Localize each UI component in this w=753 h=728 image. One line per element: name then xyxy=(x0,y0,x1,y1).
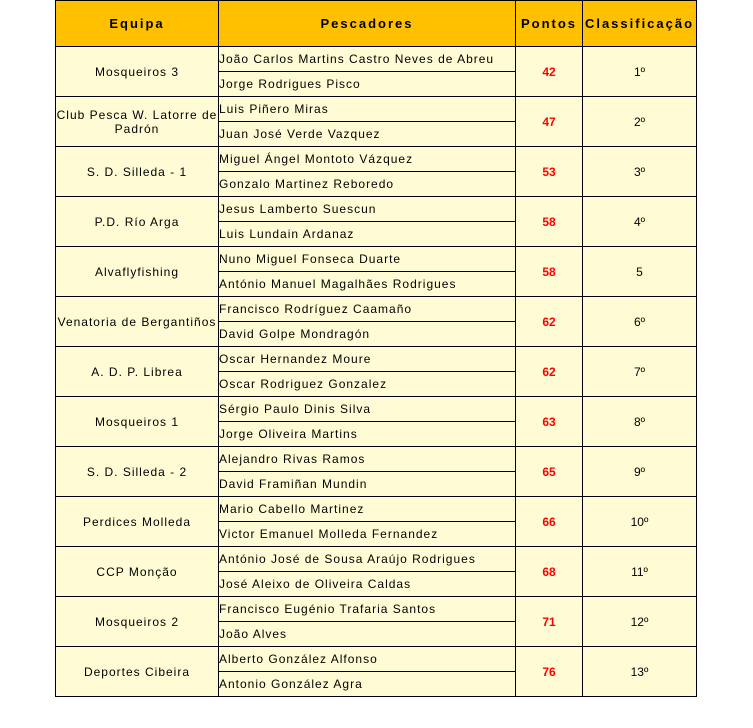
table-row xyxy=(56,297,697,322)
fisher-cell: Miguel Ángel Montoto Vázquez xyxy=(219,147,516,172)
rank-cell: 2º xyxy=(583,97,697,147)
points-cell: 62 xyxy=(516,297,583,347)
header-rank: Classificação xyxy=(583,1,697,47)
points-cell: 47 xyxy=(516,97,583,147)
team-cell: Mosqueiros 2 xyxy=(56,597,219,647)
header-team: Equipa xyxy=(56,1,219,47)
fisher-cell: Mario Cabello Martinez xyxy=(219,497,516,522)
team-cell: Club Pesca W. Latorre de Padrón xyxy=(56,97,219,147)
rank-cell: 4º xyxy=(583,197,697,247)
fisher-cell: João Alves xyxy=(219,622,516,647)
points-cell: 58 xyxy=(516,247,583,297)
rank-cell: 3º xyxy=(583,147,697,197)
fisher-cell: Francisco Eugénio Trafaria Santos xyxy=(219,597,516,622)
fisher-cell: Antonio González Agra xyxy=(219,672,516,697)
table-row xyxy=(56,447,697,472)
team-cell: S. D. Silleda - 1 xyxy=(56,147,219,197)
table-row xyxy=(56,47,697,72)
team-cell: Mosqueiros 3 xyxy=(56,47,219,97)
team-cell: P.D. Río Arga xyxy=(56,197,219,247)
rank-cell: 6º xyxy=(583,297,697,347)
table-row xyxy=(56,597,697,622)
table-row xyxy=(56,247,697,272)
team-cell: CCP Monção xyxy=(56,547,219,597)
table-row xyxy=(56,147,697,172)
results-body xyxy=(56,47,697,697)
points-cell: 42 xyxy=(516,47,583,97)
points-cell: 65 xyxy=(516,447,583,497)
header-fishers: Pescadores xyxy=(219,1,516,47)
fisher-cell: António Manuel Magalhães Rodrigues xyxy=(219,272,516,297)
table-row xyxy=(56,397,697,422)
table-row xyxy=(56,97,697,122)
table-row xyxy=(56,197,697,222)
table-row xyxy=(56,647,697,672)
fisher-cell: Juan José Verde Vazquez xyxy=(219,122,516,147)
fisher-cell: Alberto González Alfonso xyxy=(219,647,516,672)
results-table xyxy=(55,0,697,697)
fisher-cell: Jesus Lamberto Suescun xyxy=(219,197,516,222)
fisher-cell: Oscar Hernandez Moure xyxy=(219,347,516,372)
rank-cell: 8º xyxy=(583,397,697,447)
fisher-cell: Victor Emanuel Molleda Fernandez xyxy=(219,522,516,547)
rank-cell: 13º xyxy=(583,647,697,697)
fisher-cell: João Carlos Martins Castro Neves de Abreu xyxy=(219,47,516,72)
rank-cell: 11º xyxy=(583,547,697,597)
points-cell: 62 xyxy=(516,347,583,397)
points-cell: 53 xyxy=(516,147,583,197)
rank-cell: 9º xyxy=(583,447,697,497)
fisher-cell: Luis Lundain Ardanaz xyxy=(219,222,516,247)
fisher-cell: Gonzalo Martinez Reboredo xyxy=(219,172,516,197)
fisher-cell: Sérgio Paulo Dinis Silva xyxy=(219,397,516,422)
points-cell: 71 xyxy=(516,597,583,647)
team-cell: Deportes Cibeira xyxy=(56,647,219,697)
rank-cell: 10º xyxy=(583,497,697,547)
team-cell: S. D. Silleda - 2 xyxy=(56,447,219,497)
rank-cell: 1º xyxy=(583,47,697,97)
fisher-cell: Alejandro Rivas Ramos xyxy=(219,447,516,472)
fisher-cell: Jorge Rodrigues Pisco xyxy=(219,72,516,97)
fisher-cell: David Framiñan Mundin xyxy=(219,472,516,497)
fisher-cell: Francisco Rodríguez Caamaño xyxy=(219,297,516,322)
table-row xyxy=(56,547,697,572)
rank-cell: 5 xyxy=(583,247,697,297)
table-row xyxy=(56,497,697,522)
team-cell: Venatoria de Bergantiños xyxy=(56,297,219,347)
points-cell: 68 xyxy=(516,547,583,597)
points-cell: 66 xyxy=(516,497,583,547)
fisher-cell: Jorge Oliveira Martins xyxy=(219,422,516,447)
header-row xyxy=(56,1,697,47)
points-cell: 58 xyxy=(516,197,583,247)
rank-cell: 7º xyxy=(583,347,697,397)
fisher-cell: José Aleixo de Oliveira Caldas xyxy=(219,572,516,597)
fisher-cell: Oscar Rodriguez Gonzalez xyxy=(219,372,516,397)
points-cell: 76 xyxy=(516,647,583,697)
fisher-cell: Nuno Miguel Fonseca Duarte xyxy=(219,247,516,272)
team-cell: Mosqueiros 1 xyxy=(56,397,219,447)
fisher-cell: António José de Sousa Araújo Rodrigues xyxy=(219,547,516,572)
team-cell: Perdices Molleda xyxy=(56,497,219,547)
rank-cell: 12º xyxy=(583,597,697,647)
fisher-cell: Luis Piñero Miras xyxy=(219,97,516,122)
team-cell: A. D. P. Librea xyxy=(56,347,219,397)
fisher-cell: David Golpe Mondragón xyxy=(219,322,516,347)
table-row xyxy=(56,347,697,372)
header-points: Pontos xyxy=(516,1,583,47)
points-cell: 63 xyxy=(516,397,583,447)
team-cell: Alvaflyfishing xyxy=(56,247,219,297)
